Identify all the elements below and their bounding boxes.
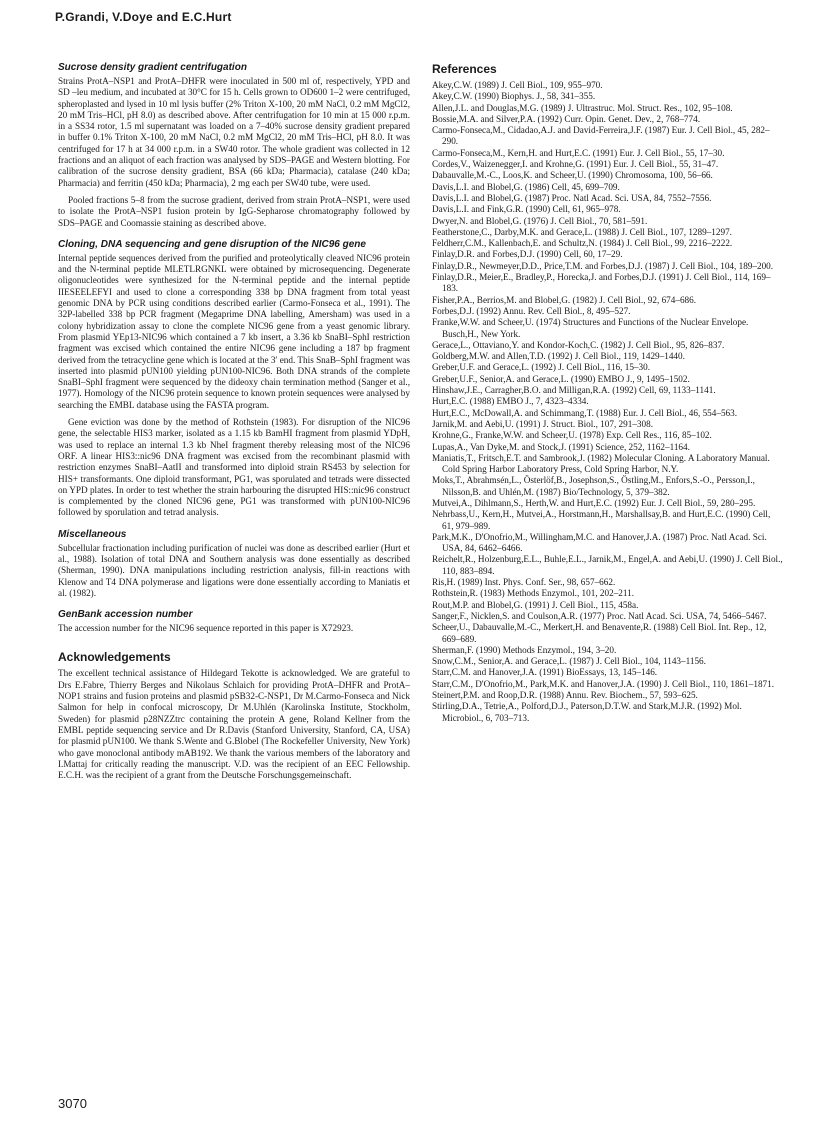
section-title-genbank: GenBank accession number — [58, 609, 193, 621]
reference-item: Starr,C.M. and Hanover,J.A. (1991) BioEssays, 13, 145–146. — [432, 667, 658, 678]
reference-item: Sherman,F. (1990) Methods Enzymol., 194, 3–20. — [432, 644, 617, 655]
reference-item: Carmo-Fonseca,M., Cidadao,A.J. and David-Ferreira,J.F. (1987) Eur. J. Cell Biol., 45, 282–290. — [432, 125, 770, 147]
reference-item: Dabauvalle,M.-C., Loos,K. and Scheer,U. (1990) Chromosoma, 100, 56–66. — [432, 170, 713, 181]
reference-item: Greber,U.F. and Gerace,L. (1992) J. Cell Biol., 116, 15–30. — [432, 362, 650, 373]
reference-item: Park,M.K., D'Onofrio,M., Willingham,M.C. and Hanover,J.A. (1987) Proc. Natl Acad. Sci. USA, 84, 6462–6466. — [432, 531, 767, 554]
reference-item: Stirling,D.A., Tetrie,A., Polford,D.J., Paterson,D.T.W. and Stark,M.J.R. (1992) Mol. Microbiol., 6, 703–713. — [432, 701, 742, 723]
reference-item: Akey,C.W. (1990) Biophys. J., 58, 341–355. — [432, 91, 596, 102]
paragraph: Pooled fractions 5–8 from the sucrose gradient, derived from strain ProtA–NSP1, were used to isolate the ProtA–NSP1 fusion protein by IgG-Sepharose chromatography followed by SDS–PAGE and Coomassie staining as described above. — [58, 194, 410, 228]
reference-item: Carmo-Fonseca,M., Kern,H. and Hurt,E.C. (1991) Eur. J. Cell Biol., 55, 17–30. — [432, 147, 725, 158]
reference-item: Greber,U.F., Senior,A. and Gerace,L. (1990) EMBO J., 9, 1495–1502. — [432, 373, 690, 384]
reference-item: Bossie,M.A. and Silver,P.A. (1992) Curr. Opin. Genet. Dev., 2, 768–774. — [432, 113, 701, 124]
page-number: 3070 — [58, 1096, 87, 1111]
reference-item: Hurt,E.C., McDowall,A. and Schimmang,T. (1988) Eur. J. Cell Biol., 46, 554–563. — [432, 407, 738, 418]
reference-item: Feldherr,C.M., Kallenbach,E. and Schultz,N. (1984) J. Cell Biol., 99, 2216–2222. — [432, 238, 733, 249]
left-column — [58, 62, 410, 781]
reference-item: Finlay,D.R., Meier,E., Bradley,P., Horecka,J. and Forbes,D.J. (1991) J. Cell Biol., 114, 169–183. — [432, 272, 771, 294]
reference-item: Mutvei,A., Dihlmann,S., Herth,W. and Hurt,E.C. (1992) Eur. J. Cell Biol., 59, 280–295. — [432, 497, 756, 508]
reference-item: Reichelt,R., Holzenburg,E.L., Buhle,E.L., Jarnik,M., Engel,A. and Aebi,U. (1990) J. Cell Biol., 110, 883–894. — [432, 554, 783, 576]
reference-item: Scheer,U., Dabauvalle,M.-C., Merkert,H. and Benavente,R. (1988) Cell Biol. Int. Rep., 12, 669–689. — [432, 622, 767, 644]
reference-item: Krohne,G., Franke,W.W. and Scheer,U. (1978) Exp. Cell Res., 116, 85–102. — [432, 430, 712, 441]
reference-item: Allen,J.L. and Douglas,M.G. (1989) J. Ultrastruc. Mol. Struct. Res., 102, 95–108. — [432, 102, 733, 113]
reference-item: Cordes,V., Waizenegger,I. and Krohne,G. (1991) Eur. J. Cell Biol., 55, 31–47. — [432, 159, 719, 170]
acknowledgements-text: The excellent technical assistance of Hildegard Tekotte is acknowledged. We are grateful to Drs E.Fabre, Thierry Berges and Nikolaus Schlaich for providing ProtA–DHFR and ProtA–NOP1 strains and fusion proteins and plasmid pSB32-C-NSP1, Dr M.Carmo-Fonseca and Nick Salmon for help in confocal microscopy, Dr M.Uhlén (Karolinska Institute, Stockholm, Sweden) for plasmid p28NZZtrc containing the protein A gene, Roland Kellner from the EMBL peptide sequencing service and Dr R.Davis (Stanford University, Stanford, CA, USA) for plasmid pUN100. We thank S.Wente and G.Blobel (The Rockefeller University, New York) who gave monoclonal antibody mAB192. We thank the various members of the laboratory and I.Mattaj for critically reading the manuscript. V.D. was the recipient of an EEC Fellowship. E.C.H. was the recipient of a grant from the Deutsche Forschungsgemeinschaft. — [58, 668, 410, 781]
reference-list — [432, 80, 784, 724]
reference-item: Starr,C.M., D'Onofrio,M., Park,M.K. and Hanover,J.A. (1990) J. Cell Biol., 110, 1861–1871. — [432, 678, 775, 689]
reference-item: Hurt,E.C. (1988) EMBO J., 7, 4323–4334. — [432, 396, 589, 407]
reference-item: Ris,H. (1989) Inst. Phys. Conf. Ser., 98, 657–662. — [432, 577, 616, 588]
paragraph: Internal peptide sequences derived from the purified and proteolytically cleaved NIC96 protein and the N-terminal peptide MLETLRGNKL were obtained by microsequencing. Degenerate oligonucleotides were synthesized for the N-terminal peptide and the internal peptide IIESEELEFYI and used to clone a corresponding 338 bp DNA fragment from total yeast genomic DNA by PCR using conditions described earlier (Carmo-Fonseca et al., 1991). The 32P-labelled 338 bp PCR fragment (Megaprime DNA labelling, Amersham) was used in a colony hybridization assay to clone the complete NIC96 gene from a yeast genomic library. From plasmid YEp13-NIC96 which contained a 7 kb insert, a 3.36 kb SnaBI–SphI restriction fragment was excised which contained the entire NIC96 gene including a 187 bp fragment derived from the tetracycline gene which is located at the 3′ end. This SnaB–SphI fragment was inserted into plasmid pUN100 yielding pUN100-NIC96. Both DNA strands of the complete SnaBI–SphI fragment were sequenced by the dideoxy chain termination method (Sanger et al., 1977). Homology of the NIC96 protein sequence to known protein sequences were analysed by searching the EMBL database using the FASTA program. — [58, 252, 410, 410]
reference-item: Lupas,A., Van Dyke,M. and Stock,J. (1991) Science, 252, 1162–1164. — [432, 441, 690, 452]
paragraph: The accession number for the NIC96 sequence reported in this paper is X72923. — [58, 623, 354, 634]
reference-item: Franke,W.W. and Scheer,U. (1974) Structures and Functions of the Nuclear Envelope. Busch,H., New York. — [432, 317, 749, 339]
reference-item: Finlay,D.R., Newmeyer,D.D., Price,T.M. and Forbes,D.J. (1987) J. Cell Biol., 104, 189–200. — [432, 260, 774, 271]
section-title-sucrose: Sucrose density gradient centrifugation — [58, 62, 247, 73]
reference-item: Hinshaw,J.E., Carragher,B.O. and Milligan,R.A. (1992) Cell, 69, 1133–1141. — [432, 385, 716, 396]
reference-item: Maniatis,T., Fritsch,E.T. and Sambrook,J. (1982) Molecular Cloning. A Laboratory Manual. Cold Spring Harbor Laboratory Press, Cold Spring Harbor, N.Y. — [432, 452, 770, 475]
reference-item: Dwyer,N. and Blobel,G. (1976) J. Cell Biol., 70, 581–591. — [432, 215, 648, 226]
paragraph: Gene eviction was done by the method of Rothstein (1983). For disruption of the NIC96 gene, the selectable HIS3 marker, isolated as a 1.15 kb BamHI fragment from plasmid YDpH, was used to replace an internal 1.3 kb NheI fragment thereby releasing most of the NIC96 ORF. A linear HIS3::nic96 DNA fragment was excised from the recombinant plasmid with restriction enzymes SnaBI–AatII and transformed into diploid strain RS453 by selection for HIS+ transformants. One diploid transformant, PG1, was sporulated and tetrads were dissected on YPD plates. In order to test whether the strain harbouring the disrupted HIS::nic96 construct is complemented by the cloned NIC96 gene, PG1 was transformed with pUN100-NIC96 followed by sporulation and tetrad analysis. — [58, 417, 410, 518]
running-header: P.Grandi, V.Doye and E.C.Hurt — [55, 10, 232, 24]
reference-item: Fisher,P.A., Berrios,M. and Blobel,G. (1982) J. Cell Biol., 92, 674–686. — [432, 294, 697, 305]
reference-item: Moks,T., Abrahmsén,L., Österlöf,B., Josephson,S., Östling,M., Enfors,S.-O., Persson,I., Nilsson,B. and Uhlén,M. (1987) Bio/Technology, 5, 379–382. — [432, 475, 755, 497]
reference-item: Akey,C.W. (1989) J. Cell Biol., 109, 955–970. — [432, 80, 603, 90]
reference-item: Goldberg,M.W. and Allen,T.D. (1992) J. Cell Biol., 119, 1429–1440. — [432, 351, 685, 362]
acknowledgements-title: Acknowledgements — [58, 650, 171, 665]
reference-item: Rothstein,R. (1983) Methods Enzymol., 101, 202–211. — [432, 588, 635, 599]
reference-item: Gerace,L., Ottaviano,Y. and Kondor-Koch,C. (1982) J. Cell Biol., 95, 826–837. — [432, 339, 725, 350]
section-title-cloning: Cloning, DNA sequencing and gene disruption of the NIC96 gene — [58, 238, 366, 250]
reference-item: Davis,L.I. and Fink,G.R. (1990) Cell, 61, 965–978. — [432, 204, 621, 215]
reference-item: Steinert,P.M. and Roop,D.R. (1988) Annu. Rev. Biochem., 57, 593–625. — [432, 690, 698, 701]
right-column — [432, 62, 784, 724]
reference-item: Jarnik,M. and Aebi,U. (1991) J. Struct. Biol., 107, 291–308. — [432, 418, 653, 429]
paragraph: Strains ProtA–NSP1 and ProtA–DHFR were inoculated in 500 ml of, respectively, YPD and SD –leu medium, and incubated at 30°C for 15 h. Cells grown to OD600 1–2 were centrifuged, spheroplasted and lysed in 10 ml lysis buffer (2% Triton X-100, 20 mM NaCl, 0.2 mM MgCl2, 20 mM Tris–HCl, pH 8.0) as described above. After centrifugation for 10 min at 15 000 r.p.m. in a SS34 rotor, 1.5 ml supernatant was loaded on a 7–40% sucrose density gradient prepared in buffer 0.1% Triton X-100, 20 mM NaCl, 0.2 mM MgCl2, 20 mM Tris–HCl, pH 8.0. It was centrifuged for 17 h at 34 000 r.p.m. in a SW40 rotor. The whole gradient was collected in 12 fractions and an aliquot of each fraction was analysed by SDS–PAGE and Western blotting. For calibration of the sucrose density gradient, BSA (66 kDa; Pharmacia), catalase (240 kDa; Pharmacia) and ferritin (450 kDa; Pharmacia), 2 mg each per SW40 tube, were used. — [58, 76, 410, 188]
references-title: References — [432, 62, 497, 76]
paragraph: Subcellular fractionation including purification of nuclei was done as described earlier (Hurt et al., 1988). Isolation of total DNA and Southern analysis was done essentially as described (Sherman, 1990). DNA manipulations including restriction analysis, fill-in reactions with Klenow and T4 DNA polymerase and ligations were done essentially according to Maniatis et al. (1982). — [58, 542, 410, 598]
reference-item: Davis,L.I. and Blobel,G. (1986) Cell, 45, 699–709. — [432, 181, 620, 192]
reference-item: Finlay,D.R. and Forbes,D.J. (1990) Cell, 60, 17–29. — [432, 249, 623, 260]
reference-item: Sanger,F., Nicklen,S. and Coulson,A.R. (1977) Proc. Natl Acad. Sci. USA, 74, 5466–5467. — [432, 610, 767, 621]
reference-item: Forbes,D.J. (1992) Annu. Rev. Cell Biol., 8, 495–527. — [432, 305, 631, 316]
reference-item: Nehrbass,U., Kern,H., Mutvei,A., Horstmann,H., Marshallsay,B. and Hurt,E.C. (1990) Cell, 61, 979–989. — [432, 509, 771, 531]
reference-item: Davis,L.I. and Blobel,G. (1987) Proc. Natl Acad. Sci. USA, 84, 7552–7556. — [432, 192, 712, 203]
section-title-misc: Miscellaneous — [58, 528, 127, 540]
reference-item: Snow,C.M., Senior,A. and Gerace,L. (1987) J. Cell Biol., 104, 1143–1156. — [432, 656, 706, 667]
reference-item: Rout,M.P. and Blobel,G. (1991) J. Cell Biol., 115, 458a. — [432, 599, 639, 610]
reference-item: Featherstone,C., Darby,M.K. and Gerace,L. (1988) J. Cell Biol., 107, 1289–1297. — [432, 226, 732, 237]
